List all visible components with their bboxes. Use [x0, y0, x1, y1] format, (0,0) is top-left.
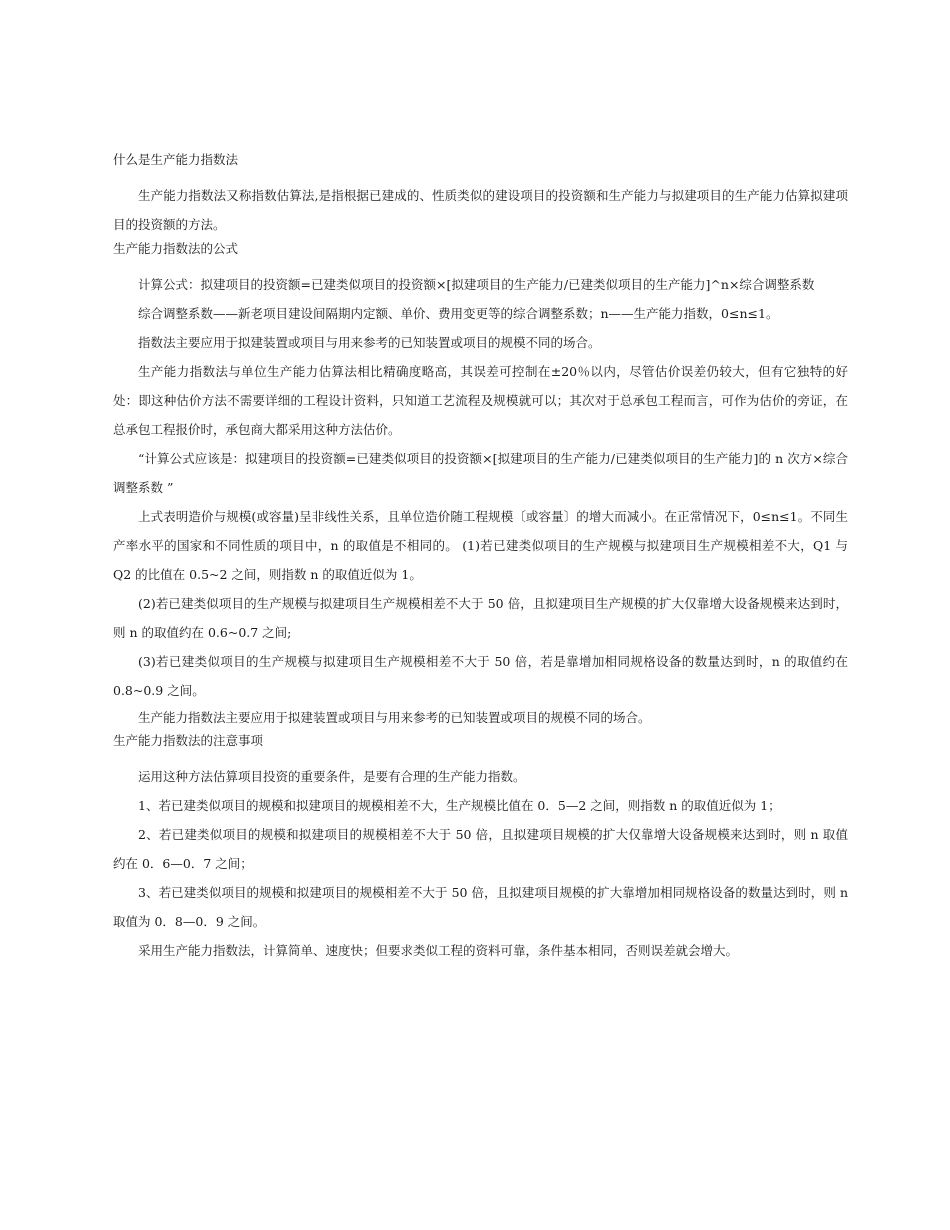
- paragraph: 综合调整系数——新老项目建设间隔期内定额、单价、费用变更等的综合调整系数；n——生产能力指数，0≤n≤1。: [138, 306, 779, 321]
- paragraph: 2、若已建类似项目的规模和拟建项目的规模相差不大于 50 倍，且拟建项目规模的扩大仅靠增大设备规模来达到时，则 n 取值约在 0．6—0．7 之间；: [113, 827, 848, 871]
- section-title: 生产能力指数法的公式: [113, 241, 239, 256]
- section-title: 什么是生产能力指数法: [113, 152, 239, 167]
- section-title: 生产能力指数法的注意事项: [113, 733, 264, 748]
- paragraph: (3)若已建类似项目的生产规模与拟建项目生产规模相差不大于 50 倍，若是靠增加相同规格设备的数量达到时，n 的取值约在 0.8~0.9 之间。: [113, 654, 848, 698]
- paragraph: 生产能力指数法又称指数估算法,是指根据已建成的、性质类似的建设项目的投资额和生产能力与拟建项目的生产能力估算拟建项目的投资额的方法。: [113, 188, 848, 232]
- paragraph: 1、若已建类似项目的规模和拟建项目的规模相差不大，生产规模比值在 0．5—2 之间，则指数 n 的取值近似为 1；: [138, 798, 781, 813]
- paragraph: 运用这种方法估算项目投资的重要条件，是要有合理的生产能力指数。: [138, 769, 526, 784]
- paragraph: 3、若已建类似项目的规模和拟建项目的规模相差不大于 50 倍，且拟建项目规模的扩大靠增加相同规格设备的数量达到时，则 n 取值为 0．8—0．9 之间。: [113, 885, 848, 929]
- paragraph: 采用生产能力指数法，计算简单、速度快；但要求类似工程的资料可靠，条件基本相同，否则误差就会增大。: [138, 943, 739, 958]
- paragraph: 指数法主要应用于拟建装置或项目与用来参考的已知装置或项目的规模不同的场合。: [138, 335, 601, 350]
- paragraph: “计算公式应该是：拟建项目的投资额=已建类似项目的投资额×[拟建项目的生产能力/已建类似项目的生产能力]的 n 次方×综合调整系数 ”: [113, 451, 848, 495]
- paragraph: 计算公式：拟建项目的投资额=已建类似项目的投资额×[拟建项目的生产能力/已建类似项目的生产能力]^n×综合调整系数: [138, 277, 815, 292]
- document-body: [113, 150, 848, 965]
- paragraph: 上式表明造价与规模(或容量)呈非线性关系，且单位造价随工程规模〔或容量〕的增大而减小。在正常情况下，0≤n≤1。不同生产率水平的国家和不同性质的项目中，n 的取值是不相同的。 (1)若已建类似项目的生产规模与拟建项目生产规模相差不大，Q1 与 Q2 的比值在 0.5~2 之间，则指数 n 的取值近似为 1。: [113, 509, 848, 582]
- paragraph: 生产能力指数法与单位生产能力估算法相比精确度略高，其误差可控制在±20％以内，尽管估价误差仍较大，但有它独特的好处：即这种估价方法不需要详细的工程设计资料，只知道工艺流程及规模就可以；其次对于总承包工程而言，可作为估价的旁证，在总承包工程报价时，承包商大都采用这种方法估价。: [113, 364, 848, 437]
- paragraph: 生产能力指数法主要应用于拟建装置或项目与用来参考的已知装置或项目的规模不同的场合。: [138, 710, 651, 725]
- paragraph: (2)若已建类似项目的生产规模与拟建项目生产规模相差不大于 50 倍，且拟建项目生产规模的扩大仅靠增大设备规模来达到时，则 n 的取值约在 0.6~0.7 之间;: [113, 596, 848, 640]
